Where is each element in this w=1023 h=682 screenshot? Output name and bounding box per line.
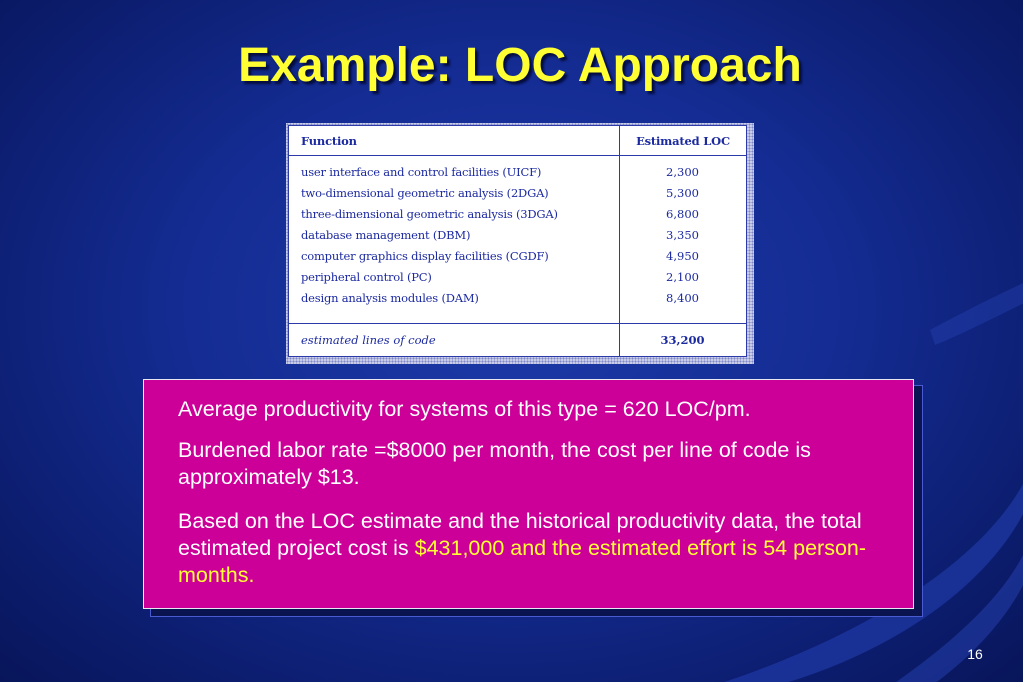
- table-row: [289, 249, 746, 270]
- table-cell-function: design analysis modules (DAM): [301, 291, 479, 305]
- table-row: [289, 186, 746, 207]
- table-cell-function: three-dimensional geometric analysis (3DGA): [301, 207, 558, 221]
- slide-title: Example: LOC Approach: [238, 39, 802, 92]
- table-cell-loc: 4,950: [666, 249, 699, 263]
- productivity-paragraph: Average productivity for systems of this type = 620 LOC/pm.: [178, 397, 751, 421]
- table-header-function: Function: [301, 134, 357, 148]
- productivity-text-box: [143, 379, 914, 609]
- table-cell-loc: 3,350: [666, 228, 699, 242]
- table-header-estimated-loc: Estimated LOC: [636, 134, 730, 148]
- table-total-value: 33,200: [660, 333, 705, 347]
- table-cell-loc: 5,300: [666, 186, 699, 200]
- table-total-divider: [289, 323, 746, 324]
- table-cell-function: computer graphics display facilities (CGDF): [301, 249, 549, 263]
- loc-table-image: [286, 123, 754, 364]
- table-cell-loc: 2,300: [666, 165, 699, 179]
- table-row: [289, 228, 746, 249]
- table-cell-function: peripheral control (PC): [301, 270, 432, 284]
- labor-rate-paragraph: Burdened labor rate =$8000 per month, the cost per line of code is approximately $13.: [178, 438, 811, 489]
- table-total-label: estimated lines of code: [301, 333, 436, 347]
- table-cell-loc: 6,800: [666, 207, 699, 221]
- table-row: [289, 270, 746, 291]
- table-cell-function: two-dimensional geometric analysis (2DGA): [301, 186, 549, 200]
- cost-estimate-paragraph: [178, 508, 878, 589]
- table-row: [289, 165, 746, 186]
- table-cell-loc: 2,100: [666, 270, 699, 284]
- table-cell-loc: 8,400: [666, 291, 699, 305]
- table-row: [289, 207, 746, 228]
- cost-estimate-highlight: $431,000 and the estimated effort is 54 person-months.: [178, 536, 867, 587]
- table-header-divider: [289, 155, 746, 156]
- table-cell-function: user interface and control facilities (UICF): [301, 165, 542, 179]
- cost-estimate-text: Based on the LOC estimate and the historical productivity data, the total estimated project cost is: [178, 509, 862, 560]
- loc-table: [288, 125, 747, 357]
- page-number: 16: [967, 646, 983, 662]
- table-row: [289, 291, 746, 312]
- table-cell-function: database management (DBM): [301, 228, 471, 242]
